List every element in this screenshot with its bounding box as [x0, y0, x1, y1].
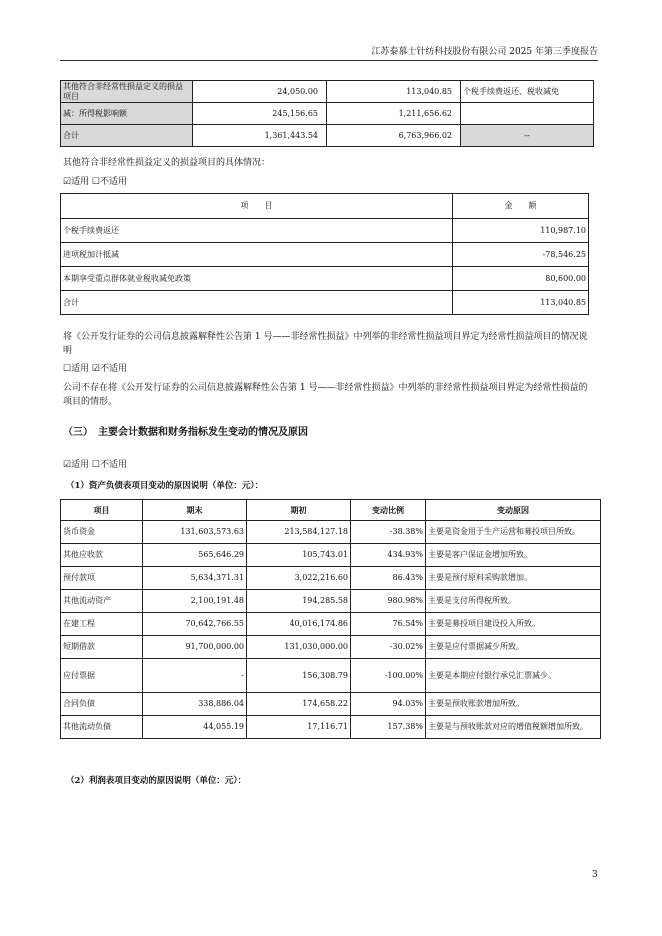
cell-begin: 40,016,174.86: [247, 613, 351, 636]
table-row: [61, 544, 601, 567]
cell-amount: 110,987.10: [453, 219, 589, 243]
cell-reason: 主要是本期应付银行承兑汇票减少。: [426, 659, 601, 693]
cell-begin: 131,030,000.00: [247, 636, 351, 659]
cell-item: 进项税加计抵减: [61, 243, 453, 267]
header-item: 项目: [61, 500, 143, 521]
table-row: [61, 81, 594, 103]
cell-reason: 主要是预付原料采购款增加。: [426, 567, 601, 590]
detail-table: [60, 193, 589, 315]
cell-item: 合同负债: [61, 693, 143, 716]
cell-value-current: 24,050.00: [193, 81, 327, 103]
table-row: [61, 267, 589, 291]
cell-reason: 主要是应付票据减少所致。: [426, 636, 601, 659]
detail-caption: 其他符合非经常性损益定义的损益项目的具体情况：: [63, 158, 271, 168]
applicability-checkbox-2: ☐适用 ☑不适用: [63, 364, 127, 374]
cell-end: 70,642,766.55: [143, 613, 247, 636]
cell-ratio: 94.03%: [351, 693, 426, 716]
cell-begin: 17,116.71: [247, 716, 351, 739]
cell-item: 其他应收款: [61, 544, 143, 567]
header-end: 期末: [143, 500, 247, 521]
reclassification-paragraph: 将《公开发行证券的公司信息披露解释性公告第 1 号——非经常性损益》中列举的非经常性损益项目界定为经常性损益项目的情况说明: [63, 332, 588, 356]
cell-begin: 194,285.58: [247, 590, 351, 613]
table-row: [61, 636, 601, 659]
cell-item: 应付票据: [61, 659, 143, 693]
header-ratio: 变动比例: [351, 500, 426, 521]
header-item: 项 目: [61, 194, 453, 219]
cell-end: 44,055.19: [143, 716, 247, 739]
cell-ratio: 86.43%: [351, 567, 426, 590]
table-row: [61, 659, 601, 693]
cell-reason: 主要是支付所得税所致。: [426, 590, 601, 613]
cell-item: 合计: [61, 291, 453, 315]
table-header-row: [61, 500, 601, 521]
cell-reason: 主要是预收账款增加所致。: [426, 693, 601, 716]
cell-item: 预付款项: [61, 567, 143, 590]
cell-end: 565,646.29: [143, 544, 247, 567]
cell-amount: 113,040.85: [453, 291, 589, 315]
cell-ratio: -100.00%: [351, 659, 426, 693]
table-header-row: [61, 194, 589, 219]
cell-reason: 主要是客户保证金增加所致。: [426, 544, 601, 567]
header-amount: 金 额: [453, 194, 589, 219]
non-recurring-gains-table: [60, 80, 594, 147]
cell-reason: 主要是资金用于生产运营和募投项目所致。: [426, 521, 601, 544]
cell-value-current: 245,156.65: [193, 103, 327, 125]
balance-sheet-changes-table: [60, 499, 601, 739]
cell-end: 2,100,191.48: [143, 590, 247, 613]
cell-begin: 3,022,216.60: [247, 567, 351, 590]
page-number: 3: [592, 870, 598, 880]
cell-ratio: 980.98%: [351, 590, 426, 613]
table-row: [61, 716, 601, 739]
header-begin: 期初: [247, 500, 351, 521]
cell-item: 短期借款: [61, 636, 143, 659]
cell-amount: 80,600.00: [453, 267, 589, 291]
header-reason: 变动原因: [426, 500, 601, 521]
cell-value-current: 1,361,443.54: [193, 125, 327, 147]
table-row: [61, 103, 594, 125]
cell-reason: 主要是与预收账款对应的增值税额增加所致。: [426, 716, 601, 739]
table-row: [61, 521, 601, 544]
cell-amount: -78,546.25: [453, 243, 589, 267]
cell-end: -: [143, 659, 247, 693]
cell-note: 个税手续费返还、税收减免: [461, 81, 594, 103]
cell-ratio: 157.38%: [351, 716, 426, 739]
cell-value-ytd: 113,040.85: [327, 81, 461, 103]
row-label: 减：所得税影响额: [61, 103, 193, 125]
table-row: [61, 693, 601, 716]
balance-sheet-subtitle: （1）资产负债表项目变动的原因说明（单位：元）：: [66, 481, 264, 491]
cell-item: 个税手续费返还: [61, 219, 453, 243]
cell-item: 本期享受重点群体就业税收减免政策: [61, 267, 453, 291]
cell-ratio: -30.02%: [351, 636, 426, 659]
cell-begin: 156,308.79: [247, 659, 351, 693]
table-row: [61, 125, 594, 147]
table-row: [61, 243, 589, 267]
cell-begin: 213,584,127.18: [247, 521, 351, 544]
cell-end: 131,603,573.63: [143, 521, 247, 544]
cell-end: 338,886.04: [143, 693, 247, 716]
cell-begin: 174,658.22: [247, 693, 351, 716]
table-row: [61, 567, 601, 590]
cell-ratio: -38.38%: [351, 521, 426, 544]
cell-value-ytd: 6,763,966.02: [327, 125, 461, 147]
cell-reason: 主要是募投项目建设投入所致。: [426, 613, 601, 636]
cell-ratio: 434.93%: [351, 544, 426, 567]
applicability-checkbox-3: ☑适用 ☐不适用: [63, 460, 127, 470]
cell-ratio: 76.54%: [351, 613, 426, 636]
cell-note: --: [461, 125, 594, 147]
statement-paragraph: 公司不存在将《公开发行证券的公司信息披露解释性公告第 1 号——非经常性损益》中列举的非经常性损益项目界定为经常性损益的项目的情形。: [63, 383, 588, 407]
cell-item: 其他流动负债: [61, 716, 143, 739]
header-rule: [60, 60, 598, 61]
applicability-checkbox-1: ☑适用 ☐不适用: [63, 177, 127, 187]
table-row: [61, 590, 601, 613]
cell-end: 91,700,000.00: [143, 636, 247, 659]
table-row: [61, 613, 601, 636]
cell-value-ytd: 1,211,656.62: [327, 103, 461, 125]
cell-item: 在建工程: [61, 613, 143, 636]
row-label: 其他符合非经常性损益定义的损益项目: [61, 81, 193, 103]
cell-end: 5,634,371.31: [143, 567, 247, 590]
row-label: 合计: [61, 125, 193, 147]
cell-item: 货币资金: [61, 521, 143, 544]
cell-note: [461, 103, 594, 125]
income-statement-subtitle: （2）利润表项目变动的原因说明（单位：元）：: [66, 776, 247, 786]
report-header: 江苏泰慕士针纺科技股份有限公司 2025 年第三季度报告: [371, 47, 598, 57]
cell-item: 其他流动资产: [61, 590, 143, 613]
table-row: [61, 291, 589, 315]
cell-begin: 105,743.01: [247, 544, 351, 567]
section-title: （三） 主要会计数据和财务指标发生变动的情况及原因: [63, 427, 308, 438]
table-row: [61, 219, 589, 243]
